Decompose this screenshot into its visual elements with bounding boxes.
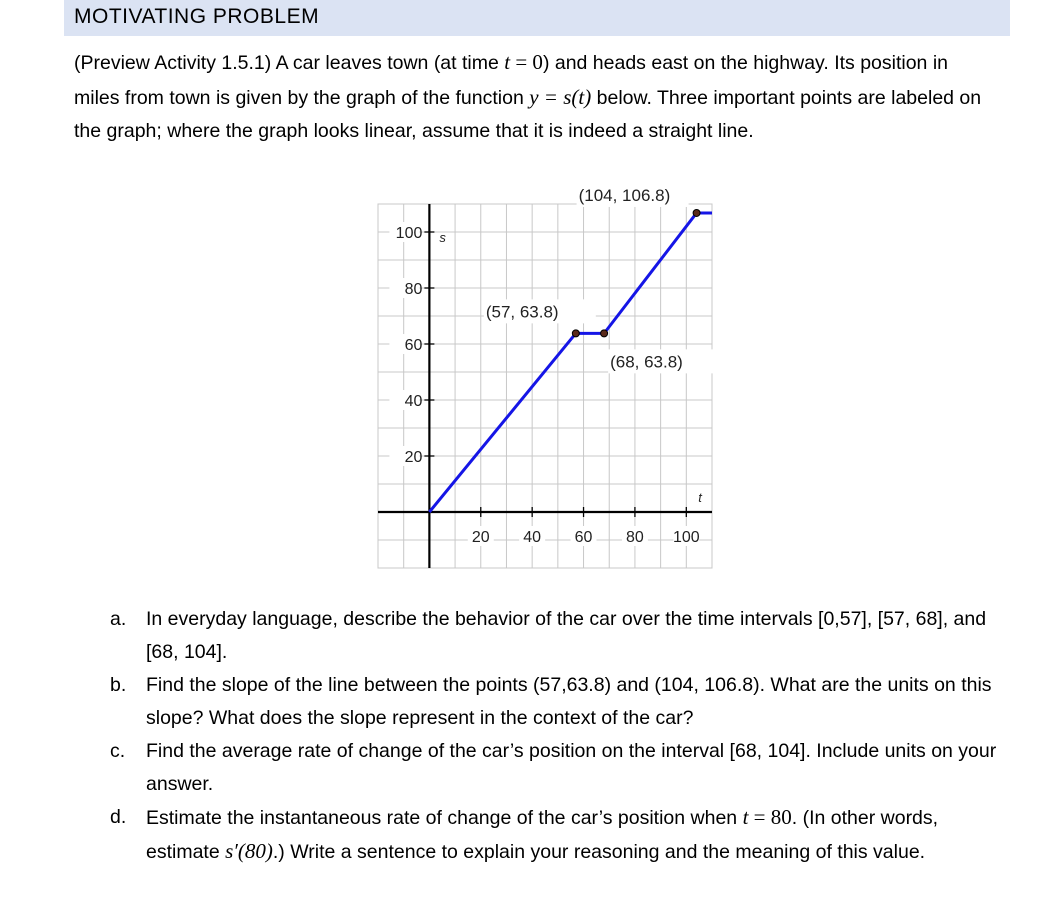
y-tick-label: 100 [395,225,423,242]
labeled-point-marker [572,330,579,337]
intro-math-t-var: t [504,50,511,74]
intro-text-3: below. Three important points are labeled on the graph; where the graph looks linear, assume that it is indeed a straight line. [74,86,982,142]
intro-math-function: y = s(t) [529,84,592,109]
x-tick-label: 60 [574,529,593,546]
labeled-point-marker [693,209,700,216]
question-d [110,801,1010,869]
position-graph-svg [372,185,716,572]
point-label: (104, 106.8) [578,185,671,205]
question-label: b. [110,674,127,696]
question-d-text-3: .) Write a sentence to explain your reasoning and the meaning of this value. [272,841,926,863]
x-tick-label: 100 [672,529,700,546]
question-text [146,807,938,863]
y-tick-label: 40 [404,393,423,410]
point-label: (68, 63.8) [610,352,683,372]
section-header [64,0,1010,36]
question-label: c. [110,740,126,762]
labeled-point-marker [601,330,608,337]
question-label: a. [110,608,127,630]
intro-math-eq0: = 0 [510,50,543,74]
question-d-text-1: Estimate the instantaneous rate of change of the car’s position when [146,807,743,829]
y-tick-label: 80 [404,281,423,298]
x-axis-label: t [698,490,702,505]
question-d-math-t [743,805,792,829]
question-label: d. [110,806,127,828]
question-c [110,735,1010,801]
intro-paragraph [74,46,994,149]
question-d-math-eq: = 80 [748,805,792,829]
section-title: MOTIVATING PROBLEM [74,5,320,28]
question-a [110,603,1010,669]
question-d-math-derivative: s′(80) [225,839,273,863]
x-tick-label: 20 [471,529,490,546]
question-d-text-2: . (In other words, estimate [146,807,939,863]
y-tick-label: 20 [404,449,423,466]
question-list [110,603,1010,869]
y-tick-label: 60 [404,337,423,354]
intro-text-1: (Preview Activity 1.5.1) A car leaves town (at time [74,52,505,74]
question-d-math-t-var: t [742,805,749,829]
position-graph [372,185,716,572]
x-tick-label: 80 [626,529,644,546]
intro-text-2: ) and heads east on the highway. Its position in miles from town is given by the graph of the function [74,52,949,109]
question-text: Find the slope of the line between the points (57,63.8) and (104, 106.8). What are the units on this slope? What does the slope represent in the context of the car? [146,674,992,729]
x-tick-label: 40 [523,529,542,546]
y-axis-label: s [439,230,446,245]
intro-math-t [504,50,543,74]
question-text: In everyday language, describe the behavior of the car over the time intervals [0,57], [57, 68], and [68, 104]. [146,608,987,663]
question-b [110,669,1010,735]
question-text: Find the average rate of change of the car’s position on the interval [68, 104]. Include units on your answer. [146,740,997,795]
point-label: (57, 63.8) [485,302,559,322]
